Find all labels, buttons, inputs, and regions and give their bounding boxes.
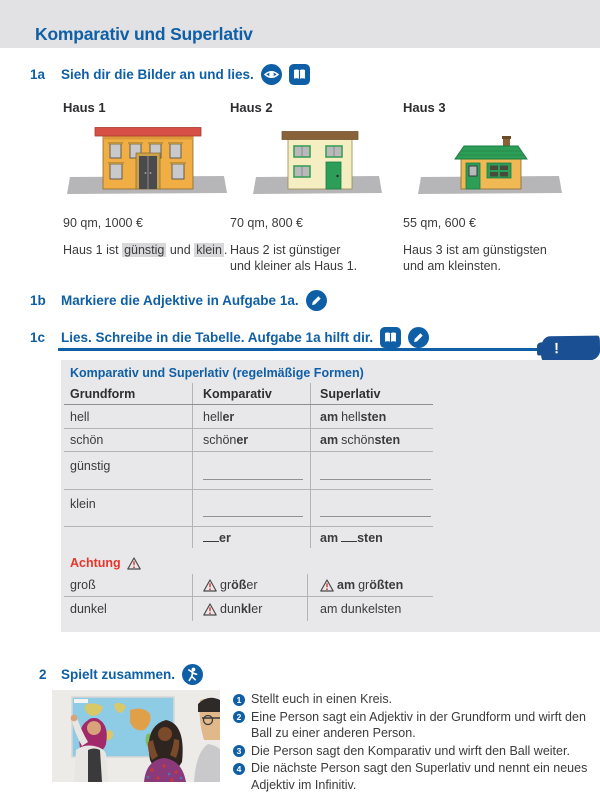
word-ending: sten xyxy=(374,433,401,447)
sentence-text: und am kleinsten. xyxy=(403,259,501,273)
task-1c-heading xyxy=(30,326,429,348)
task-1b-heading xyxy=(30,289,327,311)
word-am: am xyxy=(320,433,339,447)
cell-komparativ xyxy=(192,405,310,428)
step-text: Eine Person sagt ein Adjektiv in der Grundform und wirft den Ball zu einer anderen Person. xyxy=(251,709,586,740)
cell-grundform: schön xyxy=(70,433,104,447)
write-in-line xyxy=(320,516,431,517)
list-item xyxy=(233,760,589,793)
book-icon xyxy=(289,64,310,85)
grammar-table xyxy=(64,383,433,548)
word-change: kl xyxy=(240,602,252,616)
task-number: 1a xyxy=(30,66,46,82)
task-number: 2 xyxy=(39,666,47,682)
task-instruction: Sieh dir die Bilder an und lies. xyxy=(61,66,254,82)
task-number: 1b xyxy=(30,292,46,308)
person-game-icon xyxy=(182,664,203,685)
cell-grundform: günstig xyxy=(70,459,111,473)
task-instruction: Spielt zusammen. xyxy=(61,666,176,682)
house-3-column xyxy=(403,100,571,274)
house-1-sentence xyxy=(63,242,238,258)
step-text: Stellt euch in einen Kreis. xyxy=(251,692,393,706)
pencil-icon xyxy=(408,327,429,348)
word-stem: gr xyxy=(220,578,232,592)
house-1-illustration xyxy=(63,115,233,203)
header-grundform: Grundform xyxy=(70,386,136,401)
cell-komparativ-blank xyxy=(192,452,310,489)
classroom-photo xyxy=(52,690,220,782)
word-ending: er xyxy=(246,578,258,592)
warning-icon xyxy=(320,579,334,592)
step-number-badge: 3 xyxy=(233,745,245,757)
house-3-illustration xyxy=(403,115,573,203)
eye-icon xyxy=(261,64,282,85)
table-header-row xyxy=(64,383,433,405)
word-am: am xyxy=(337,578,356,592)
sentence-text: und kleiner als Haus 1. xyxy=(230,259,358,273)
suffix-sten: sten xyxy=(357,530,383,545)
cell-superlativ-blank xyxy=(310,452,433,489)
house-2-illustration xyxy=(230,115,400,203)
write-in-line xyxy=(203,516,303,517)
word-am: am xyxy=(320,409,339,424)
step-number-badge: 4 xyxy=(233,763,245,775)
word-change: öß xyxy=(231,578,247,592)
section-divider-rule xyxy=(58,348,544,351)
cell-superlativ xyxy=(310,574,433,596)
task-2-heading xyxy=(39,663,203,685)
cell-komparativ xyxy=(192,597,310,621)
house-1-column xyxy=(63,100,231,258)
table-row xyxy=(64,597,433,621)
table-row xyxy=(64,452,433,490)
house-3-label: Haus 3 xyxy=(403,100,446,115)
step-text: Die nächste Person sagt den Superlativ und nennt ein neues Adjektiv im Infinitiv. xyxy=(251,761,588,792)
header-komparativ: Komparativ xyxy=(203,386,272,401)
write-in-line xyxy=(203,479,303,480)
blank-line xyxy=(203,533,219,542)
exclamation-mark: ! xyxy=(553,340,560,358)
house-2-label: Haus 2 xyxy=(230,100,273,115)
house-1-label: Haus 1 xyxy=(63,100,106,115)
table-row xyxy=(64,574,433,597)
list-item xyxy=(233,691,589,708)
word-ending: er xyxy=(236,433,249,447)
header-superlativ: Superlativ xyxy=(320,386,381,401)
word-am: am xyxy=(320,530,339,545)
alert-badge xyxy=(541,336,600,362)
blank-line xyxy=(341,533,357,542)
word-ending: er xyxy=(251,602,263,616)
cell-grundform: dunkel xyxy=(70,602,107,616)
step-number-badge: 2 xyxy=(233,711,245,723)
warning-icon xyxy=(127,557,141,570)
task-1a-heading xyxy=(30,63,310,85)
step-number-badge: 1 xyxy=(233,694,245,706)
cell-komparativ xyxy=(192,429,310,451)
cell-superlativ xyxy=(310,405,433,428)
pencil-icon xyxy=(306,290,327,311)
highlighted-adjective: günstig xyxy=(124,243,165,257)
table-row xyxy=(64,429,433,452)
sentence-text: Haus 3 ist am günstigsten xyxy=(403,243,547,257)
page-title: Komparativ und Superlativ xyxy=(35,24,253,44)
write-in-line xyxy=(320,479,431,480)
cell-komparativ-blank xyxy=(192,490,310,526)
word-stem: hell xyxy=(341,409,361,424)
cell-grundform: groß xyxy=(70,578,96,592)
sentence-text: Haus 2 ist günstiger xyxy=(230,243,341,257)
sentence-text: . xyxy=(223,243,228,257)
word-change: öß xyxy=(369,578,385,592)
word-ending: er xyxy=(222,409,235,424)
cell-ending-pattern xyxy=(192,527,310,548)
achtung-label-text: Achtung xyxy=(70,556,121,570)
word-stem: schön xyxy=(341,433,375,447)
warning-icon xyxy=(203,579,217,592)
grammar-table-title: Komparativ und Superlativ (regelmäßige Formen) xyxy=(70,366,364,380)
cell-grundform: klein xyxy=(70,497,96,511)
table-row xyxy=(64,490,433,527)
word-stem: gr xyxy=(358,578,370,592)
cell-komparativ xyxy=(192,574,310,596)
word-stem: schön xyxy=(203,433,237,447)
word-ending: ten xyxy=(384,578,404,592)
cell-ending-pattern xyxy=(310,527,433,548)
word-stem: dun xyxy=(220,602,241,616)
step-text: Die Person sagt den Komparativ und wirft den Ball weiter. xyxy=(251,743,570,758)
sentence-text: und xyxy=(166,243,195,257)
list-item xyxy=(233,743,589,760)
list-item xyxy=(233,709,589,742)
book-icon xyxy=(380,327,401,348)
house-2-column xyxy=(230,100,398,274)
table-footer-row xyxy=(64,527,433,548)
cell-superlativ-blank xyxy=(310,490,433,526)
cell-superlativ xyxy=(310,429,433,451)
sentence-text: Haus 1 ist xyxy=(63,243,123,257)
cell-superlativ: am dunkelsten xyxy=(320,602,402,616)
house-2-specs: 70 qm, 800 € xyxy=(230,216,303,230)
house-3-specs: 55 qm, 600 € xyxy=(403,216,476,230)
word-ending: sten xyxy=(360,409,387,424)
cell-empty xyxy=(64,527,192,548)
highlighted-adjective: klein xyxy=(196,243,222,257)
suffix-er: er xyxy=(219,530,231,545)
cell-grundform: hell xyxy=(70,409,90,424)
task-instruction: Lies. Schreibe in die Tabelle. Aufgabe 1a hilft dir. xyxy=(61,329,374,345)
word-stem: hell xyxy=(203,409,223,424)
achtung-heading xyxy=(70,556,144,570)
warning-icon xyxy=(203,603,217,616)
house-2-sentence xyxy=(230,242,405,274)
table-row xyxy=(64,405,433,429)
task-instruction: Markiere die Adjektive in Aufgabe 1a. xyxy=(61,292,299,308)
house-1-specs: 90 qm, 1000 € xyxy=(63,216,143,230)
house-3-sentence xyxy=(403,242,578,274)
achtung-table xyxy=(64,574,433,621)
task-number: 1c xyxy=(30,329,46,345)
game-instructions-list xyxy=(233,691,589,794)
